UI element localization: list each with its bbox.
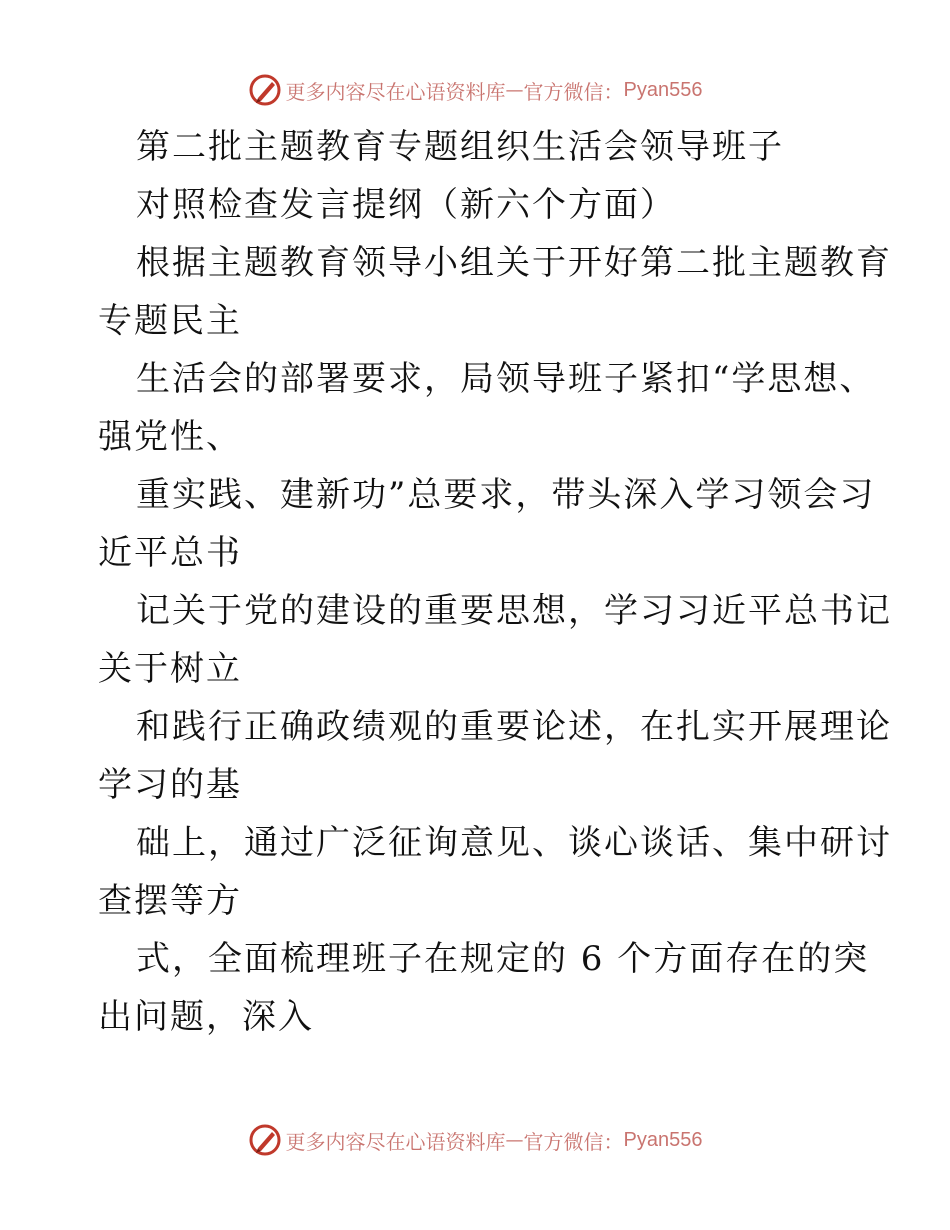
- doc-title-line-1: 第二批主题教育专题组织生活会领导班子: [136, 127, 784, 167]
- header-wechat-label: 官方微信：: [523, 79, 624, 104]
- doc-paragraph-line: 查摆等方: [98, 881, 242, 921]
- header-banner-dash: —: [505, 79, 524, 101]
- footer-banner-text: 更多内容尽在心语资料库: [285, 1129, 506, 1154]
- pen-logo-icon: [248, 1123, 282, 1157]
- document-body: [98, 118, 892, 1046]
- doc-paragraph-line: 和践行正确政绩观的重要论述，在扎实开展理论: [136, 707, 892, 747]
- pen-logo-icon: [248, 73, 282, 107]
- footer-wechat-label: 官方微信：: [523, 1129, 624, 1154]
- doc-paragraph-line: 记关于党的建设的重要思想，学习习近平总书记: [136, 591, 892, 631]
- doc-paragraph-line: 础上，通过广泛征询意见、谈心谈话、集中研讨: [136, 823, 892, 863]
- doc-paragraph-line: 强党性、: [98, 417, 242, 457]
- header-banner: [0, 70, 950, 110]
- doc-paragraph-line: 关于树立: [98, 649, 242, 689]
- doc-paragraph-line: 重实践、建新功”总要求，带头深入学习领会习: [136, 475, 876, 515]
- doc-paragraph-line: 根据主题教育领导小组关于开好第二批主题教育: [136, 243, 892, 283]
- footer-wechat-id: Pyan556: [623, 1128, 703, 1151]
- footer-banner: [0, 1120, 950, 1160]
- doc-paragraph-line: 专题民主: [98, 301, 242, 341]
- header-wechat-id: Pyan556: [623, 78, 703, 101]
- doc-paragraph-line: 生活会的部署要求，局领导班子紧扣“学思想、: [136, 359, 876, 399]
- header-banner-text: 更多内容尽在心语资料库: [285, 79, 506, 104]
- doc-title-line-2: 对照检查发言提纲（新六个方面）: [136, 185, 676, 225]
- doc-paragraph-line: 式，全面梳理班子在规定的 6 个方面存在的突: [136, 939, 870, 979]
- doc-paragraph-line: 学习的基: [98, 765, 242, 805]
- footer-banner-dash: —: [505, 1129, 524, 1151]
- doc-paragraph-line: 近平总书: [98, 533, 242, 573]
- doc-paragraph-line: 出问题，深入: [98, 997, 314, 1037]
